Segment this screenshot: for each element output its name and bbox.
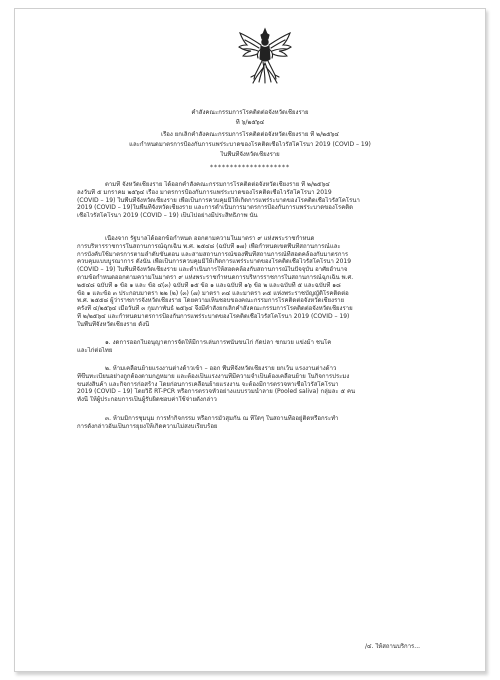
paragraph-reason (77, 235, 442, 329)
paragraph-line: ข้อ ๑ และข้อ ๓ ประกอบมาตรา ๒๒ (๒) (๓) (๗) มาตรา ๓๔ และมาตรา ๓๕ แห่งพระราชบัญญัติโรคติดต่อ (77, 289, 349, 297)
paragraph-line: ๒. ห้ามเคลื่อนย้ายแรงงานต่างด้าวเข้า – ออก พื้นที่จังหวัดเชียงราย ยกเว้น แรงงานต่างด้าว (105, 365, 337, 372)
paragraph-line: ที่ ๒/๒๕๖๔ และกำหนดมาตรการป้องกันการแพร่ระบาดของโรคติดเชื้อไวรัสโคโรนา 2019 (COVID – 19) (77, 312, 350, 320)
paragraph-line: เนื่องจาก รัฐบาลได้ออกข้อกำหนด ออกตามความในมาตรา ๙ แห่งพระราชกำหนด (105, 235, 315, 242)
page-continuation: /๔. ให้สถานบริการ... (365, 643, 421, 650)
measure-item-2 (77, 365, 442, 404)
paragraph-line: เชื้อไวรัสโคโรนา 2019 (COVID – 19) เป็นไปอย่างมีประสิทธิภาพ นั้น (77, 212, 258, 220)
paragraph-line: ๑. งดการออกใบอนุญาตการจัดให้มีการเล่นการพนันขนไก่ กัดปลา ชกมวย แข่งม้า ชนโค (105, 339, 332, 346)
paragraph-line: และไก่ต่อไทย (77, 346, 113, 354)
paragraph-line: 2019 (COVID – 19) โดยวิธี RT-PCR หรือการตรวจหัวอย่างแบบรวมน้ำลาย (Pooled saliva) กลุ่มละ ๕ คน (77, 388, 356, 396)
measure-item-1 (77, 339, 442, 355)
paragraph-line: (COVID – 19) ในพื้นที่จังหวัดเชียงราย เพื่อเป็นการควบคุมมิให้เกิดการแพร่ระบาดของโรคติดเชื้อไวรัสโคโรนา (77, 196, 360, 204)
paragraph-line: ตามข้อกำหนดออกตามความในมาตรา ๙ แห่งพระราชกำหนดการบริหารราชการในสถานการณ์ฉุกเฉิน พ.ศ. (77, 273, 354, 281)
document-page (14, 8, 486, 672)
separator-line: ******************** (210, 164, 290, 171)
paragraph-line: พ.ศ. ๒๕๕๘ ผู้ว่าราชการจังหวัดเชียงราย โดยความเห็นชอบของคณะกรรมการโรคติดต่อจังหวัดเชียงราย (77, 297, 345, 305)
garuda-emblem-icon (237, 27, 293, 87)
paragraph-line: ตามที่ จังหวัดเชียงราย ได้ออกคำสั่งคณะกรรมการโรคติดต่อจังหวัดเชียงราย ที่ ๒/๒๕๖๔ (105, 181, 330, 188)
paragraph-line: การบังคับใช้มาตรการตามลำดับขั้นตอน และสามสถานการณ์ของพื้นที่สถานการณ์ที่สอดคล้องกับมาตรการ (77, 250, 349, 258)
order-subject-area: ในพื้นที่จังหวัดเชียงราย (220, 151, 280, 158)
paragraph-line: ๓. ห้ามมิการชุมนุม การทำกิจกรรม หรือการมั่วสุมกัน ณ ที่ใดๆ ในสถานที่ออยู่ติดหรือกระทำ (105, 415, 339, 422)
measure-item-3 (77, 415, 442, 431)
order-subject-continued: และกำหนดมาตรการป้องกันการแพร่ระบาดของโรคติดเชื้อไวรัสโคโรนา 2019 (COVID – 19) (129, 141, 371, 148)
order-subject: เรื่อง ยกเลิกคำสั่งคณะกรรมการโรคติดต่อจังหวัดเชียงราย ที่ ๒/๒๕๖๔ (161, 131, 339, 138)
paragraph-line: (COVID – 19) ในพื้นที่จังหวัดเชียงราย และดำเนินการให้สอดคล้องกับสถานการณ์ในปัจจุบัน อาศัยอำนาจ (77, 266, 348, 274)
paragraph-line: ลงวันที่ ๕ มกราคม ๒๕๖๔ เรื่อง มาตรการป้องกันการแพร่ระบาดของโรคติดเชื้อไวรัสโคโรนา 2019 (77, 188, 332, 196)
paragraph-background (77, 181, 442, 220)
paragraph-line: 2019 (COVID – 19)ในพื้นที่จังหวัดเชียงราย และการดำเนินการมาตรการป้องกันการแพร่ระบาดของโรคติด (77, 204, 354, 212)
paragraph-line: ครั้งที่ ๔/๒๕๖๔ เมื่อวันที่ ๓ กุมภาพันธ์ ๒๕๖๔ จึงมีคำสั่งยกเลิกคำสั่งคณะกรรมการโรคติดต่อจังหวัดเชียงราย (77, 305, 353, 313)
order-number: ที่ ๖/๒๕๖๔ (235, 119, 265, 126)
paragraph-line: การบริหารราชการในสถานการณ์ฉุกเฉิน พ.ศ. ๒๕๔๘ (ฉบับที่ ๑๗) เพื่อกำหนดเขตพื้นที่สถานการณ์และ (77, 242, 341, 250)
paragraph-line: ควบคุมแบบบูรณาการ ดังนั้น เพื่อเป็นการควบคุมมิให้เกิดการแพร่ระบาดของโรคติดเชื้อไวรัสโคโรนา 2019 (77, 258, 352, 266)
paragraph-line: การดังกล่าวอันเป็นการยุยงให้เกิดความไม่สงบเรียบร้อย (77, 422, 218, 430)
paragraph-line: ขนส่งสินค้า และกิจการก่อสร้าง โดยก่อนการเคลื่อนย้ายแรงงาน จะต้องมีการตรวจหาเชื้อไวรัสโคโรนา (77, 380, 339, 388)
paragraph-line: ทั้งนี้ ให้ผู้ประกอบการเป็นผู้รับผิดชอบค่าใช้จ่ายดังกล่าว (77, 396, 217, 404)
order-issuer: คำสั่งคณะกรรมการโรคติดต่อจังหวัดเชียงราย (191, 109, 309, 116)
paragraph-line: ที่ขึ้นทะเบียนอย่างถูกต้องตามกฎหมาย และต้องเป็นแรงงานที่มีความจำเป็นต้องเคลื่อนย้าย ในกิจการประมง (77, 372, 350, 380)
paragraph-line: ๒๕๔๘ ฉบับที่ ๑ ข้อ ๑ และ ข้อ ๔(๓) ฉบับที่ ๑๕ ข้อ ๑ และฉบับที่ ๑๖ ข้อ ๒ และฉบับที่ ๕ และฉบับที่ ๑๘ (77, 281, 341, 289)
paragraph-line: ในพื้นที่จังหวัดเชียงราย ดังนี้ (77, 320, 150, 328)
